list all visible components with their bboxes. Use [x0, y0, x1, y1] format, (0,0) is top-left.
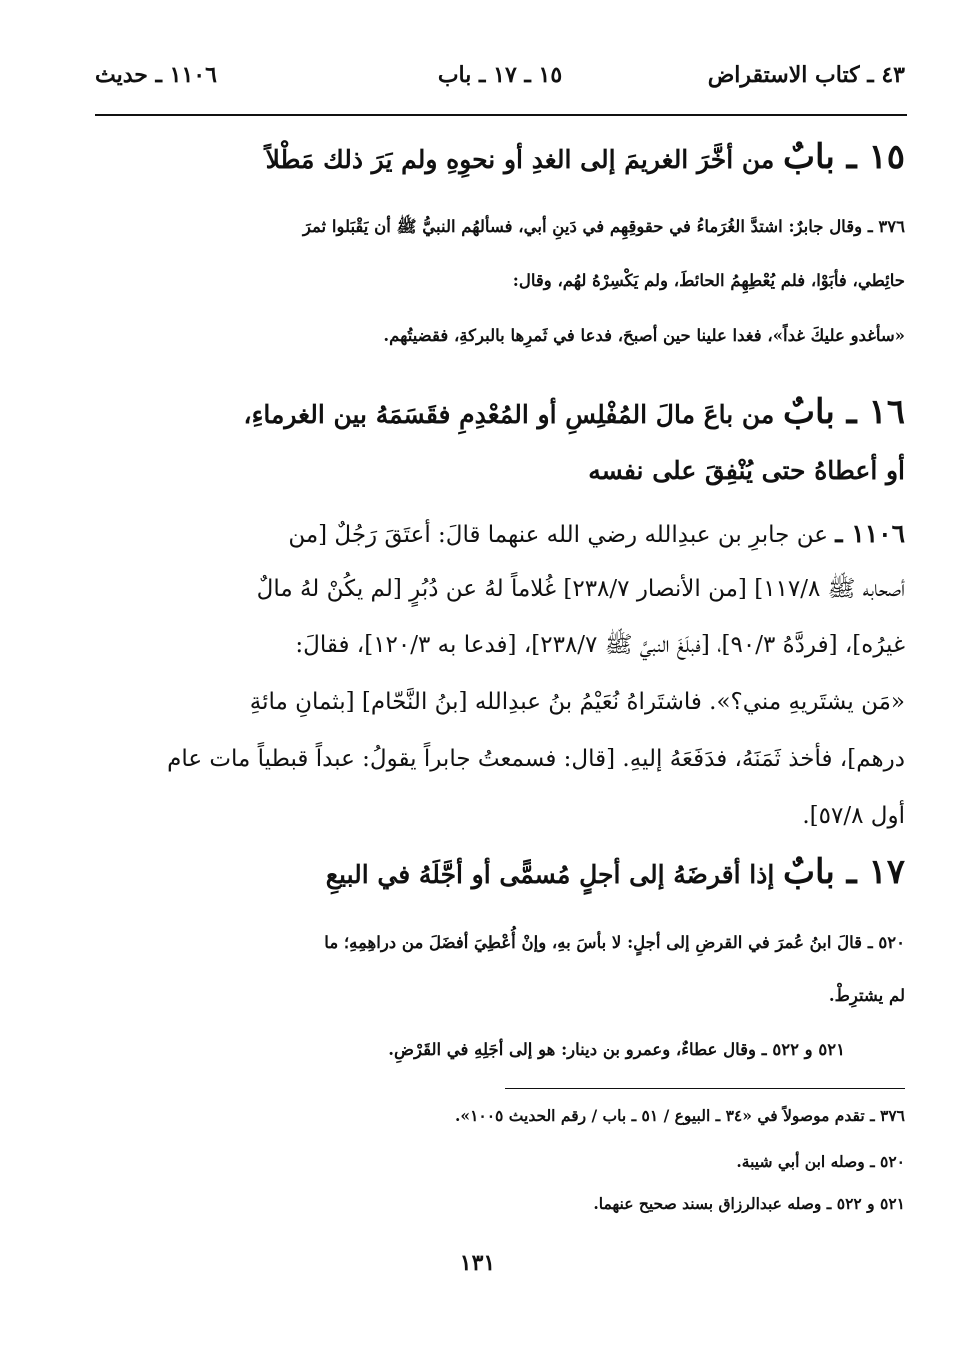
- footnote-521: ٥٢١ و ٥٢٢ ـ وصله عبدالرزاق بسند صحيح عنهما.: [593, 1194, 905, 1213]
- footnote-376: ٣٧٦ ـ تقدم موصولاً في «٣٤ ـ البيوع / ٥١ ـ باب / رقم الحديث ١٠٠٥».: [454, 1106, 905, 1125]
- footnote-divider: [505, 1088, 905, 1089]
- chapter-15-title: من أخَّرَ الغريمَ إلى الغدِ أو نحوِهِ ولم يَرَ ذلك مَطْلاً: [265, 145, 775, 174]
- muallaq-521-line1: ٥٢١ و ٥٢٢ ـ وقال عطاءٌ، وعمرو بن دينار: هو إلى أجَلِهِ في القَرْضِ.: [388, 1040, 845, 1059]
- chapter-16-label: ١٦ ـ بابٌ: [783, 392, 905, 432]
- header-hadith-number: ١١٠٦ ـ حديث: [95, 62, 217, 88]
- chapter-15-heading: [95, 137, 905, 177]
- chapter-16-title-line2: أو أعطاهُ حتى يُنْفِقَ على نفسه: [588, 456, 905, 485]
- hadith-1106-line5: درهم]، فأخذ ثَمَنَهُ، فدَفَعَهُ إليهِ. [قال: فسمعتُ جابراً يقولُ: عبداً قبطياً مات عام: [167, 746, 905, 772]
- chapter-17-heading: [95, 852, 905, 892]
- header-divider: [95, 114, 907, 116]
- chapter-16-heading: [95, 392, 905, 432]
- running-header: [95, 58, 905, 98]
- chapter-17-title: إذا أقرضَهُ إلى أجلٍ مُسمًّى أو أجَّلَهُ في البيعِ: [325, 860, 775, 889]
- hadith-1106-number: ١١٠٦ ـ: [835, 519, 905, 548]
- chapter-17-label: ١٧ ـ بابٌ: [783, 852, 905, 892]
- muallaq-520-line2: لم يشترِطْ.: [828, 986, 905, 1005]
- hadith-1106-line4: «مَن يشتَريهِ مني؟». فاشتَراهُ نُعَيْمُ بنُ عبدِالله [بنُ النَّحّام] [بثمانِ مائةِ: [249, 689, 905, 715]
- hadith-1106-line1: [95, 521, 905, 547]
- chapter-16-title-line1: من باعَ مالَ المُفْلِسِ أو المُعْدِمِ فقَسَمَهُ بين الغرماءِ،: [243, 400, 775, 429]
- muallaq-376-line2: حائِطي، فأبَوْا، فلم يُعْطِهِمُ الحائطَ، ولم يَكْسِرْهُ لهُم، وقال:: [512, 271, 905, 290]
- hadith-1106-text-line1: عن جابرِ بن عبدِالله رضي الله عنهما قالَ: أعتَقَ رَجُلٌ [من: [288, 522, 828, 548]
- chapter-15-label: ١٥ ـ بابٌ: [783, 137, 905, 177]
- muallaq-376-line1: ٣٧٦ ـ وقال جابرٌ: اشتدَّ الغُرَماءُ في حقوقِهِم في دَينِ أبي، فسألهُم النبيُّ ﷺ أن يَقْبَلوا ثمرَ: [302, 217, 905, 236]
- hadith-1106-line6: أول ٥٧/٨].: [802, 803, 905, 829]
- header-chapter-range: ١٥ ـ ١٧ ـ باب: [437, 62, 563, 88]
- hadith-1106-line3: غيرُه]، [فردَّهُ ٩٠/٣]، [فبلَغَ النبيَّ ﷺ ٢٣٨/٧]، [فدعا به ١٢٠/٣]، فقالَ:: [295, 632, 905, 658]
- muallaq-376-line3: «سأغدو عليكَ غداً»، فغدا علينا حين أصبحَ، فدعا في ثَمرِها بالبركةِ، فقضيتُهم.: [383, 326, 905, 345]
- page-number: ١٣١: [459, 1250, 496, 1276]
- muallaq-520-line1: ٥٢٠ ـ قالَ ابنُ عُمرَ في القرضِ إلى أجلٍ: لا بأسَ بهِ، وإنْ أُعْطِيَ أفضَلَ من دراهِمِهِ؛ ما: [324, 933, 905, 952]
- header-book-title: ٤٣ ـ كتاب الاستقراض: [707, 62, 905, 88]
- footnote-520: ٥٢٠ ـ وصله ابن أبي شيبة.: [736, 1152, 905, 1171]
- hadith-1106-line2: أصحابه ﷺ ١١٧/٨] [من الأنصار ٢٣٨/٧] غُلاماً لهُ عن دُبُرٍ [لم يكُنْ لهُ مالٌ: [256, 576, 905, 602]
